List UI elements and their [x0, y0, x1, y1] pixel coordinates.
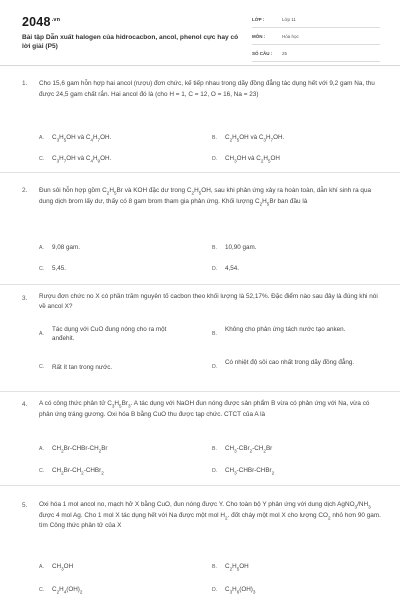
option-text: 5,45.: [52, 265, 67, 272]
option-text: 9,08 gam.: [52, 244, 81, 251]
option-text: $C_2H_4(OH)_2$: [52, 586, 83, 595]
option-d[interactable]: [212, 154, 280, 164]
question-number: 2.: [22, 187, 28, 194]
option-text: $C_2H_5OH$ và $C_3H_7OH$.: [225, 134, 285, 143]
option-text: $CH_2Br-CHBr-CH_2Br$: [52, 445, 108, 454]
option-text: 4,54.: [225, 265, 240, 272]
option-d[interactable]: [212, 264, 239, 274]
option-b[interactable]: [212, 562, 249, 572]
option-d[interactable]: [212, 585, 255, 595]
option-text: $CH_3OH$: [52, 563, 74, 572]
option-c[interactable]: [39, 585, 82, 595]
option-letter: C.: [39, 266, 45, 272]
option-d[interactable]: [212, 466, 274, 476]
option-text: $CH_3-CHBr-CHBr_2$: [225, 467, 275, 476]
document-meta: [252, 11, 380, 62]
question-1: [0, 66, 400, 173]
option-letter: A.: [39, 135, 44, 141]
option-b[interactable]: [212, 243, 257, 253]
option-a[interactable]: [39, 562, 73, 572]
option-a[interactable]: [39, 243, 80, 253]
option-letter: C.: [39, 156, 45, 162]
meta-value: 25: [282, 50, 288, 56]
option-a[interactable]: [39, 133, 111, 143]
option-letter: D.: [212, 364, 218, 370]
meta-key: MÔN :: [252, 33, 266, 39]
option-text: $CH_3-CBr_2-CH_2Br$: [225, 445, 273, 454]
option-b[interactable]: [212, 133, 284, 143]
meta-value: Lớp 11: [282, 16, 296, 22]
option-text: Tác dụng với CuO đung nóng cho ra một anđehit.: [52, 326, 167, 342]
option-letter: C.: [39, 587, 45, 593]
question-4: [0, 392, 400, 486]
option-letter: C.: [39, 364, 45, 370]
question-number: 5.: [22, 502, 28, 509]
option-text: $C_3H_5OH$ và $C_4H_7OH$.: [52, 134, 112, 143]
question-text: Đun sôi hỗn hợp gồm $C_2H_5Br$ và KOH đặc dư trong $C_2H_5OH$, sau khi phản ứng xảy ra hoàn toàn, dẫn khí sinh ra qua dung dịch brom lấy dư, thấy có 8 gam brom tham gia phản ứng. Khối lượng $C_2H_5Br$ ban đầu là: [39, 187, 372, 207]
question-text: Cho 15,6 gam hỗn hợp hai ancol (rượu) đơn chức, kế tiếp nhau trong dãy đồng đẳng tác dụng hết với 9,2 gam Na, thu được 24,5 gam chất rắn. Hai ancol đó là (cho H = 1, C = 12, O = 16, Na = 23): [39, 80, 375, 98]
option-letter: B.: [212, 564, 217, 570]
option-text: Rất ít tan trong nước.: [52, 364, 113, 371]
option-a[interactable]: [39, 444, 108, 454]
question-2: [0, 173, 400, 285]
option-letter: A.: [39, 446, 44, 452]
option-letter: B.: [212, 446, 217, 452]
option-letter: D.: [212, 266, 218, 272]
option-letter: D.: [212, 156, 218, 162]
option-letter: A.: [39, 331, 44, 337]
question-number: 4.: [22, 401, 28, 408]
question-5: [0, 486, 400, 600]
meta-key: SỐ CÂU :: [252, 50, 273, 56]
option-c[interactable]: [39, 264, 66, 274]
option-letter: B.: [212, 135, 217, 141]
question-number: 3.: [22, 295, 28, 302]
meta-value: Hóa học: [282, 33, 299, 39]
meta-row-count: [252, 45, 380, 62]
document-title: Bài tập Dẫn xuất halogen của hidrocacbon, ancol, phenol cực hay có lời giải (P5): [22, 34, 239, 50]
option-c[interactable]: [39, 154, 111, 164]
question-text: Oxi hóa 1 mol ancol no, mạch hở X bằng CuO, đun nóng được Y. Cho toàn bộ Y phản ứng với dung dịch $AgNO_3/NH_3$ được 4 mol Ag. Cho 1 mol X tác dụng hết với Na được một mol $H_2$. đốt cháy một mol X cho lượng $CO_2$ nhỏ hơn 90 gam. tìm Công thức phân tử của X: [39, 501, 381, 529]
meta-key: LỚP :: [252, 16, 265, 22]
option-letter: A.: [39, 564, 44, 570]
question-3: [0, 285, 400, 392]
option-text: $C_3H_7OH$ và $C_4H_9OH$.: [52, 155, 112, 164]
question-text: Rượu đơn chức no X có phần trăm nguyên tố cacbon theo khối lượng là 52,17%. Đặc điểm nào sau đây là đúng khi nói về ancol X?: [39, 293, 378, 310]
question-number: 1.: [22, 80, 28, 87]
option-text: $C_2H_5OH$: [225, 563, 249, 572]
question-text: A có công thức phân tử $C_3H_5Br_3$. A tác dụng với NaOH đun nóng được sản phẩm B vừa có phản ứng với Na, vừa có phản ứng tráng gương. Oxi hóa B bằng CuO thu được tạp chức. CTCT của A là: [39, 400, 370, 418]
site-logo[interactable]: $2048^{.vn}$: [22, 15, 61, 29]
option-letter: B.: [212, 245, 217, 251]
option-c[interactable]: [39, 466, 104, 476]
meta-row-class: [252, 11, 380, 28]
option-letter: A.: [39, 245, 44, 251]
option-b[interactable]: [212, 444, 272, 454]
option-letter: C.: [39, 468, 45, 474]
option-text: $CH_2Br-CH_2-CHBr_2$: [52, 467, 104, 476]
option-text: Có nhiệt độ sôi cao nhất trong dãy đồng đẳng.: [225, 359, 355, 366]
option-letter: D.: [212, 587, 218, 593]
option-letter: B.: [212, 331, 217, 337]
option-letter: D.: [212, 468, 218, 474]
meta-row-subject: [252, 28, 380, 45]
option-text: 10,90 gam.: [225, 244, 257, 251]
option-text: $C_3H_6(OH)_3$: [225, 586, 256, 595]
option-text: Không cho phản ứng tách nước tạo anken.: [225, 326, 346, 333]
page-header: [0, 0, 400, 66]
option-text: $CH_3OH$ và $C_2H_5OH$: [225, 155, 280, 164]
